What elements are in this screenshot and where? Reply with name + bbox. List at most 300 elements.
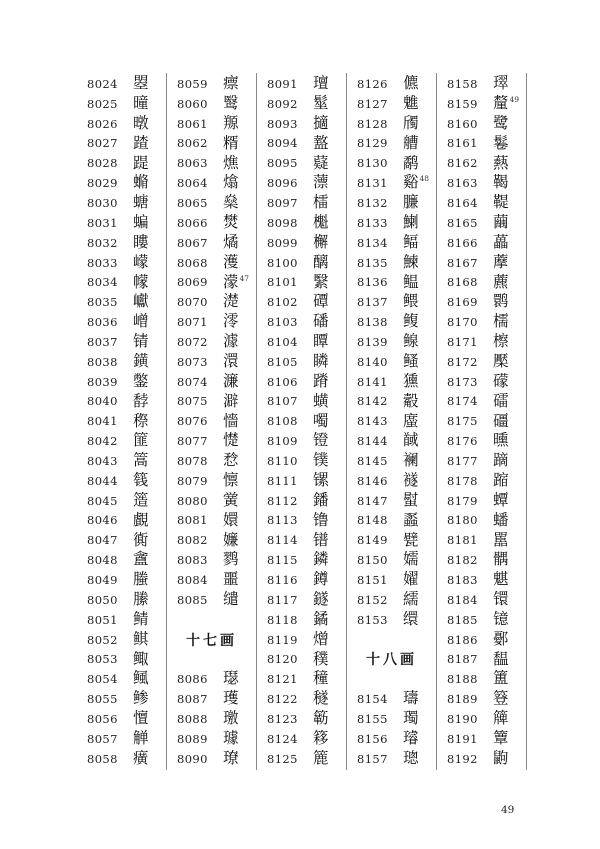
char-glyph: 镥: [313, 510, 329, 529]
char-glyph: 嬚: [223, 530, 239, 549]
char-row: [77, 471, 166, 491]
char-number: 8127: [357, 96, 388, 111]
char-row: [257, 253, 346, 273]
char-number: 8186: [447, 632, 478, 647]
char-number: 8192: [447, 751, 478, 766]
char-glyph: 镱: [493, 609, 509, 628]
char-glyph: 簟: [493, 729, 509, 748]
char-glyph: 镮: [493, 590, 509, 609]
char-glyph: 暾: [133, 113, 149, 132]
char-glyph: 襚: [403, 471, 419, 490]
char-row: [257, 94, 346, 114]
char-row: [257, 590, 346, 610]
char-column: [347, 73, 437, 770]
char-row: [167, 530, 256, 550]
footnote-marker: 48: [419, 174, 430, 184]
char-number: 8078: [177, 453, 208, 468]
char-row: [257, 292, 346, 312]
char-number: 8179: [447, 493, 478, 508]
char-row: [167, 94, 256, 114]
char-row: [167, 193, 256, 213]
char-glyph: 憷: [223, 431, 239, 450]
char-glyph: 懔: [223, 471, 239, 490]
char-number: 8097: [267, 195, 298, 210]
char-number: 8151: [357, 573, 388, 588]
char-number: 8123: [267, 711, 298, 726]
char-number: 8045: [87, 493, 118, 508]
char-glyph: 鹮: [493, 292, 509, 311]
char-number: 8163: [447, 176, 478, 191]
footnote-marker: 49: [509, 94, 520, 104]
char-number: 8128: [357, 116, 388, 131]
char-glyph: 螗: [133, 193, 149, 212]
char-row: [257, 630, 346, 650]
char-row: [167, 372, 256, 392]
char-glyph: 嬛: [223, 510, 239, 529]
char-number: 8171: [447, 334, 478, 349]
char-number: 8086: [177, 672, 208, 687]
char-row: [257, 550, 346, 570]
char-row: [347, 253, 436, 273]
char-number: 8175: [447, 414, 478, 429]
char-number: 8121: [267, 672, 298, 687]
char-number: 8041: [87, 414, 118, 429]
char-row: [77, 193, 166, 213]
char-glyph: 镨: [313, 530, 329, 549]
char-glyph: 谿$^{48}$: [403, 173, 430, 192]
char-row: [257, 729, 346, 749]
char-row: [257, 610, 346, 630]
char-row: [77, 511, 166, 531]
char-number: 8039: [87, 374, 118, 389]
char-number: 8164: [447, 195, 478, 210]
char-row: [257, 233, 346, 253]
char-glyph: 鲭: [133, 609, 149, 628]
char-glyph: 澼: [223, 391, 239, 410]
char-row: [437, 134, 526, 154]
char-row: [347, 233, 436, 253]
char-row: [437, 530, 526, 550]
char-glyph: 糈: [223, 133, 239, 152]
char-number: 8040: [87, 394, 118, 409]
char-glyph: 鐩: [313, 590, 329, 609]
char-row: [347, 590, 436, 610]
char-number: 8138: [357, 315, 388, 330]
char-row: [77, 610, 166, 630]
char-row: [167, 134, 256, 154]
char-number: 8181: [447, 533, 478, 548]
char-number: 8089: [177, 731, 208, 746]
char-number: 8165: [447, 215, 478, 230]
char-number: 8166: [447, 235, 478, 250]
char-row: [167, 312, 256, 332]
char-number: 8095: [267, 156, 298, 171]
char-row: [77, 392, 166, 412]
char-glyph: 瞜: [133, 232, 149, 251]
char-row: [257, 173, 346, 193]
char-glyph: 簃: [313, 729, 329, 748]
char-number: 8049: [87, 573, 118, 588]
char-number: 8110: [267, 453, 298, 468]
char-row: [257, 114, 346, 134]
char-row: [257, 451, 346, 471]
char-glyph: 檫: [493, 332, 509, 351]
char-glyph: 藨: [493, 272, 509, 291]
char-row: [437, 590, 526, 610]
char-row: [437, 471, 526, 491]
char-number: 8063: [177, 156, 208, 171]
char-glyph: 繻: [403, 590, 419, 609]
char-row: [347, 392, 436, 412]
char-row: [167, 153, 256, 173]
char-glyph: 繄: [313, 272, 329, 291]
char-glyph: 噣: [313, 411, 329, 430]
char-glyph: 癀: [133, 748, 149, 767]
char-glyph: 鹨: [223, 550, 239, 569]
char-row: [167, 173, 256, 193]
char-glyph: 簦: [493, 689, 509, 708]
char-row: [167, 233, 256, 253]
char-number: 8108: [267, 414, 298, 429]
char-number: 8161: [447, 136, 478, 151]
char-row: [257, 411, 346, 431]
char-row: [437, 451, 526, 471]
char-number: 8105: [267, 354, 298, 369]
char-glyph: 鲰: [133, 649, 149, 668]
char-row: [77, 173, 166, 193]
char-number: 8189: [447, 692, 478, 707]
char-glyph: 櫆: [313, 213, 329, 232]
char-glyph: 璬: [223, 709, 239, 728]
char-glyph: 磻: [313, 312, 329, 331]
char-glyph: 鬈: [493, 133, 509, 152]
char-row: [437, 94, 526, 114]
char-glyph: 魋: [403, 94, 419, 113]
char-number: 8145: [357, 453, 388, 468]
char-glyph: 繭: [493, 213, 509, 232]
char-number: 8024: [87, 76, 118, 91]
char-glyph: 鲺: [133, 669, 149, 688]
char-glyph: 螱: [403, 490, 419, 509]
char-number: 8178: [447, 473, 478, 488]
char-glyph: 澪: [223, 312, 239, 331]
char-number: 8112: [267, 493, 298, 508]
char-row: [437, 689, 526, 709]
char-row: [77, 570, 166, 590]
char-number: 8177: [447, 453, 478, 468]
char-row: [437, 372, 526, 392]
char-glyph: 穙: [313, 649, 329, 668]
char-number: 8032: [87, 235, 118, 250]
char-glyph: 篙: [133, 451, 149, 470]
char-number: 8106: [267, 374, 298, 389]
char-row: [347, 173, 436, 193]
char-row: [167, 392, 256, 412]
char-glyph: 鐇: [313, 490, 329, 509]
char-glyph: 鳈: [403, 332, 419, 351]
char-row: [257, 312, 346, 332]
char-row: [167, 729, 256, 749]
char-number: 8038: [87, 354, 118, 369]
char-number: 8092: [267, 96, 298, 111]
char-glyph: 鞨: [493, 173, 509, 192]
char-glyph: 璿: [403, 728, 419, 747]
char-number: 8060: [177, 96, 208, 111]
char-column: [437, 73, 527, 770]
char-number: 8173: [447, 374, 478, 389]
char-number: 8100: [267, 255, 298, 270]
char-number: 8046: [87, 513, 118, 528]
char-number: 8099: [267, 235, 298, 250]
char-number: 8080: [177, 493, 208, 508]
char-number: 8103: [267, 315, 298, 330]
char-glyph: 盦: [133, 550, 149, 569]
char-row: [77, 749, 166, 769]
char-glyph: 爇: [493, 153, 509, 172]
char-number: 8102: [267, 295, 298, 310]
char-row: [437, 729, 526, 749]
char-glyph: 蟥: [313, 391, 329, 410]
char-row: [437, 669, 526, 689]
char-number: 8082: [177, 533, 208, 548]
char-row: [347, 610, 436, 630]
char-number: 8056: [87, 711, 118, 726]
char-row: [257, 669, 346, 689]
char-glyph: 缳: [403, 609, 419, 628]
char-number: 8136: [357, 275, 388, 290]
char-number: 8030: [87, 195, 118, 210]
char-row: [257, 511, 346, 531]
char-row: [347, 471, 436, 491]
char-row: [437, 173, 526, 193]
char-glyph: 釐$^{49}$: [493, 94, 520, 113]
char-number: 8144: [357, 434, 388, 449]
char-number: 8057: [87, 731, 118, 746]
char-number: 8096: [267, 176, 298, 191]
char-glyph: 濛$^{47}$: [223, 272, 250, 291]
char-number: 8029: [87, 176, 118, 191]
char-row: [347, 550, 436, 570]
char-number: 8154: [357, 692, 388, 707]
char-glyph: 檑: [313, 193, 329, 212]
char-number: 8062: [177, 136, 208, 151]
char-number: 8139: [357, 334, 388, 349]
char-row: [347, 332, 436, 352]
char-row: [257, 471, 346, 491]
char-glyph: 鏻: [313, 550, 329, 569]
char-number: 8070: [177, 295, 208, 310]
char-number: 8137: [357, 295, 388, 310]
char-row: [257, 272, 346, 292]
char-row: [77, 94, 166, 114]
char-glyph: 熷: [313, 629, 329, 648]
char-row: [347, 213, 436, 233]
char-glyph: 璙: [223, 748, 239, 767]
char-number: 8155: [357, 711, 388, 726]
char-glyph: 篯: [133, 471, 149, 490]
char-row: [347, 491, 436, 511]
char-number: 8132: [357, 195, 388, 210]
char-number: 8088: [177, 711, 208, 726]
char-glyph: 憻: [133, 709, 149, 728]
char-number: 8071: [177, 315, 208, 330]
char-row: [77, 332, 166, 352]
char-glyph: 儦: [403, 74, 419, 93]
char-row: [347, 352, 436, 372]
char-row: [167, 709, 256, 729]
char-number: 8158: [447, 76, 478, 91]
char-glyph: 缱: [223, 590, 239, 609]
char-row: [437, 332, 526, 352]
char-glyph: 醨: [313, 252, 329, 271]
char-row: [347, 94, 436, 114]
stroke-section-header: 十八画: [366, 652, 417, 669]
char-number: 8109: [267, 434, 298, 449]
char-number: 8113: [267, 513, 298, 528]
char-number: 8135: [357, 255, 388, 270]
char-row: [437, 213, 526, 233]
char-glyph: 穜: [313, 669, 329, 688]
char-number: 8146: [357, 473, 388, 488]
char-glyph: 澽: [223, 332, 239, 351]
char-row: [437, 312, 526, 332]
char-glyph: 瓁: [223, 689, 239, 708]
char-glyph: 璻: [493, 74, 509, 93]
char-number: 8120: [267, 652, 298, 667]
char-glyph: 蟠: [493, 510, 509, 529]
char-glyph: 璩: [223, 728, 239, 747]
char-number: 8167: [447, 255, 478, 270]
char-glyph: 盩: [313, 133, 329, 152]
char-glyph: 嶒: [133, 312, 149, 331]
char-glyph: 穟: [313, 689, 329, 708]
char-row: [437, 392, 526, 412]
char-number: 8037: [87, 334, 118, 349]
char-glyph: 蹐: [313, 371, 329, 390]
char-glyph: 薿: [313, 153, 329, 172]
char-row: [347, 74, 436, 94]
stroke-section-header: 十七画: [186, 632, 237, 649]
char-glyph: 簰: [493, 709, 509, 728]
char-number: 8148: [357, 513, 388, 528]
char-glyph: 鳋: [403, 351, 419, 370]
char-number: 8085: [177, 592, 208, 607]
char-row: [257, 530, 346, 550]
char-glyph: 篚: [133, 431, 149, 450]
char-number: 8174: [447, 394, 478, 409]
char-row: [77, 530, 166, 550]
char-glyph: 鄾: [493, 629, 509, 648]
char-row: [347, 729, 436, 749]
char-number: 8152: [357, 592, 388, 607]
char-number: 8064: [177, 176, 208, 191]
char-row: [167, 471, 256, 491]
char-glyph: 羱: [223, 113, 239, 132]
char-number: 8051: [87, 612, 118, 627]
char-row: [437, 233, 526, 253]
char-glyph: 镫: [313, 431, 329, 450]
char-glyph: 鐍: [313, 609, 329, 628]
char-number: 8142: [357, 394, 388, 409]
char-row: [167, 332, 256, 352]
char-row: [437, 630, 526, 650]
char-row: [77, 411, 166, 431]
char-row: [257, 193, 346, 213]
char-row: [77, 709, 166, 729]
char-glyph: 镙: [313, 471, 329, 490]
char-number: 8153: [357, 612, 388, 627]
char-row: [347, 749, 436, 769]
char-glyph: 懎: [223, 411, 239, 430]
char-number: 8188: [447, 672, 478, 687]
char-row: [347, 431, 436, 451]
char-number: 8101: [267, 275, 298, 290]
char-number: 8074: [177, 374, 208, 389]
char-row: [257, 153, 346, 173]
char-number: 8073: [177, 354, 208, 369]
char-row: [437, 649, 526, 669]
char-glyph: 镤: [313, 451, 329, 470]
char-glyph: 簉: [133, 490, 149, 509]
char-glyph: 蝙: [133, 213, 149, 232]
char-row: [167, 431, 256, 451]
char-row: [437, 352, 526, 372]
char-row: [437, 411, 526, 431]
char-number: 8169: [447, 295, 478, 310]
char-number: 8044: [87, 473, 118, 488]
char-glyph: 髃: [493, 550, 509, 569]
char-number: 8183: [447, 573, 478, 588]
char-glyph: 磹: [313, 292, 329, 311]
char-row: [77, 352, 166, 372]
char-glyph: 藟: [493, 232, 509, 251]
char-column: [257, 73, 347, 770]
char-glyph: 蹢: [493, 451, 509, 470]
char-number: 8124: [267, 731, 298, 746]
char-glyph: 锖: [133, 332, 149, 351]
char-glyph: 鲯: [133, 629, 149, 648]
char-row: [77, 491, 166, 511]
char-row: [257, 74, 346, 94]
char-number: 8131: [357, 176, 388, 191]
char-row: [167, 689, 256, 709]
char-glyph: 馧: [493, 649, 509, 668]
char-number: 8147: [357, 493, 388, 508]
char-number: 8156: [357, 731, 388, 746]
char-row: [257, 392, 346, 412]
char-row: [437, 153, 526, 173]
char-glyph: 檽: [493, 312, 509, 331]
char-number: 8084: [177, 573, 208, 588]
char-glyph: 鐅: [133, 371, 149, 390]
char-row: [167, 491, 256, 511]
char-number: 8043: [87, 453, 118, 468]
char-number: 8081: [177, 513, 208, 528]
char-glyph: 巘: [133, 292, 149, 311]
char-glyph: 鞮: [493, 193, 509, 212]
char-number: 8066: [177, 215, 208, 230]
char-row: [437, 610, 526, 630]
char-number: 8143: [357, 414, 388, 429]
char-number: 8111: [267, 473, 298, 488]
char-row: [257, 709, 346, 729]
char-number: 8114: [267, 533, 298, 548]
char-row: [437, 253, 526, 273]
char-glyph: 擿: [313, 113, 329, 132]
footnote-marker: 47: [239, 273, 250, 283]
char-glyph: 鳆: [403, 312, 419, 331]
char-glyph: 薸: [313, 173, 329, 192]
